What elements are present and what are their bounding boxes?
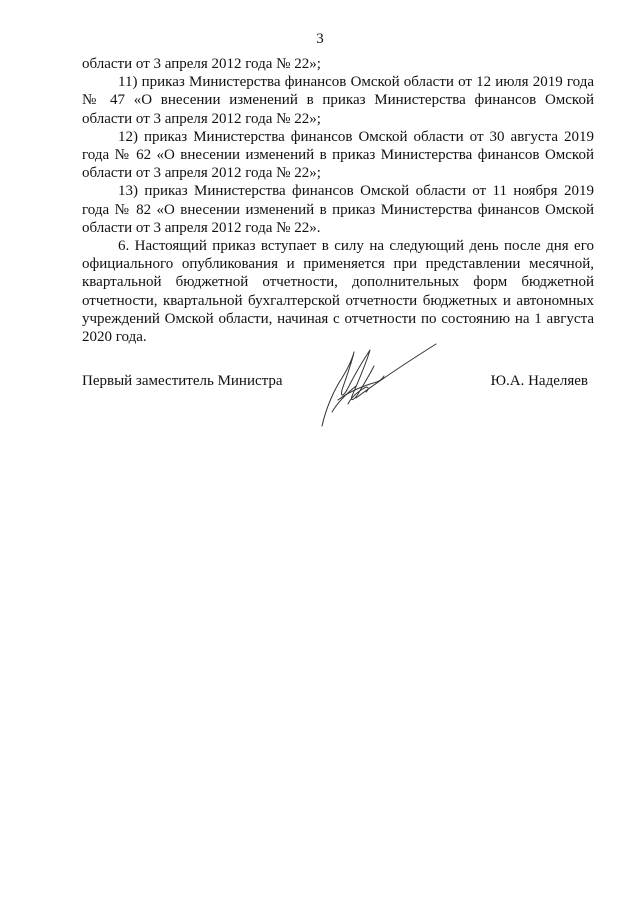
paragraph-continuation: области от 3 апреля 2012 года № 22»; <box>82 56 321 72</box>
paragraph-item-12: 12) приказ Министерства финансов Омской области от 30 августа 2019 года № 62 «О внесении изменений в приказ Министерства финансов Омской области от 3 апреля 2012 года № 22»; <box>82 128 594 182</box>
signature-block <box>82 372 594 402</box>
paragraph-clause-6: 6. Настоящий приказ вступает в силу на следующий день после дня его официального опубликования и применяется при представлении месячной, квартальной бюджетной отчетности, дополнительных форм бюджетной отчетности, квартальной бухгалтерской отчетности бюджетных и автономных учреждений Омской области, начиная с отчетности по состоянию на 1 августа 2020 года. <box>82 238 594 346</box>
document-body <box>82 55 594 346</box>
page-number: 3 <box>316 31 324 47</box>
paragraph-item-11: 11) приказ Министерства финансов Омской области от 12 июля 2019 года № 47 «О внесении изменений в приказ Министерства финансов Омской области от 3 апреля 2012 года № 22»; <box>82 74 594 127</box>
signatory-name: Ю.А. Наделяев <box>490 373 588 389</box>
signatory-position: Первый заместитель Министра <box>82 373 283 389</box>
paragraph-item-13: 13) приказ Министерства финансов Омской области от 11 ноября 2019 года № 82 «О внесении изменений в приказ Министерства финансов Омской области от 3 апреля 2012 года № 22». <box>82 183 594 236</box>
